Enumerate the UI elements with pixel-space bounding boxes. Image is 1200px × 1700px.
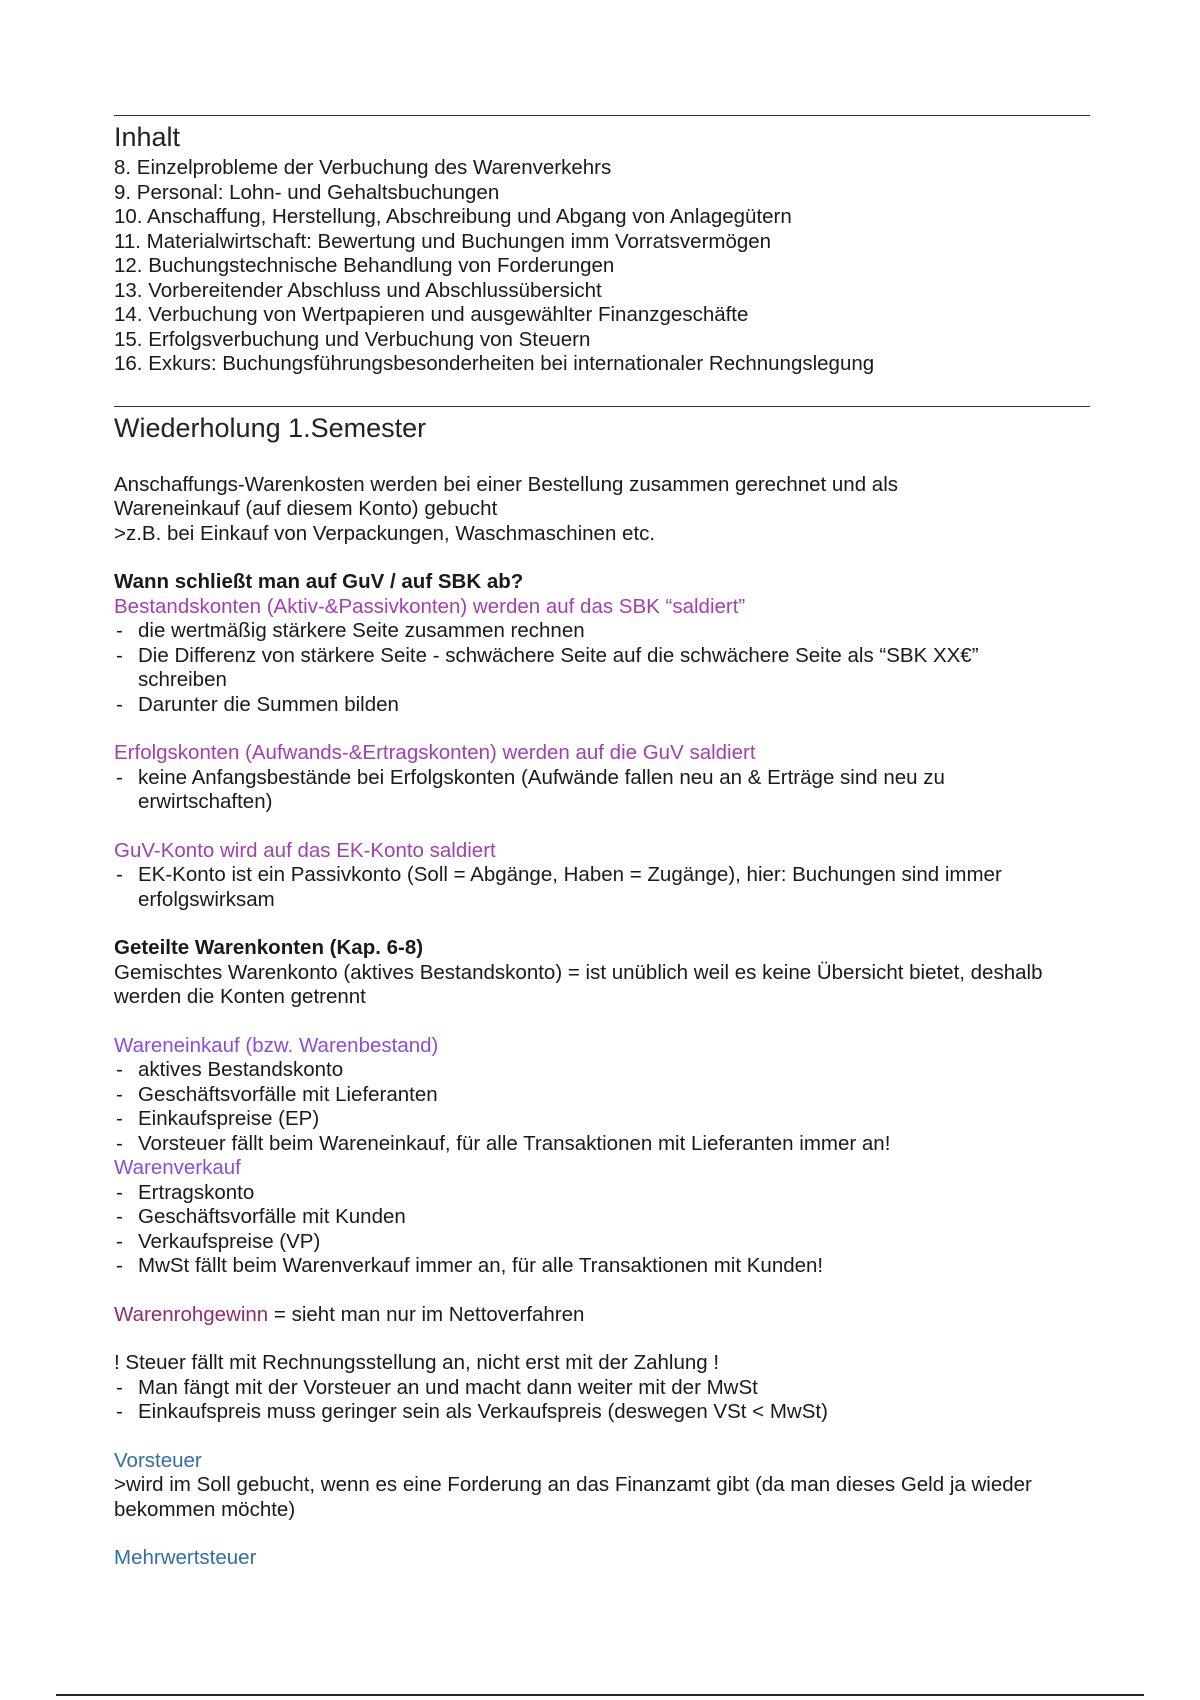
toc-item: 16. Exkurs: Buchungsführungsbesonderheiten bei internationaler Rechnungslegung <box>114 352 875 375</box>
rohgewinn-term: Warenrohgewinn <box>114 1302 269 1326</box>
mwst-heading: Mehrwertsteuer <box>114 1546 257 1569</box>
erfolg-heading: Erfolgskonten (Aufwands-&Ertragskonten) werden auf die GuV saldiert <box>114 741 756 764</box>
list-item: - MwSt fällt beim Warenverkauf immer an, für alle Transaktionen mit Kunden! <box>114 1254 1090 1279</box>
guv-list <box>114 863 1090 912</box>
list-item: - die wertmäßig stärkere Seite zusammen rechnen <box>114 619 1090 644</box>
toc-item: 9. Personal: Lohn- und Gehaltsbuchungen <box>114 180 500 204</box>
toc-item: 11. Materialwirtschaft: Bewertung und Buchungen imm Vorratsvermögen <box>114 229 772 253</box>
steuer-note: ! Steuer fällt mit Rechnungsstellung an, nicht erst mit der Zahlung ! <box>114 1351 720 1374</box>
list-item: - keine Anfangsbestände bei Erfolgskonten (Aufwände fallen neu an & Erträge sind neu zu erwirtschaften) <box>114 766 1090 815</box>
toc-list <box>114 156 1090 377</box>
toc-item: 14. Verbuchung von Wertpapieren und ausgewählter Finanzgeschäfte <box>114 303 749 326</box>
toc-item: 15. Erfolgsverbuchung und Verbuchung von Steuern <box>114 327 591 351</box>
toc-item: 13. Vorbereitender Abschluss und Abschlussübersicht <box>114 278 602 302</box>
einkauf-heading: Wareneinkauf (bzw. Warenbestand) <box>114 1033 439 1057</box>
verkauf-heading: Warenverkauf <box>114 1156 241 1179</box>
intro-line: Wareneinkauf (auf diesem Konto) gebucht <box>114 497 498 520</box>
verkauf-list <box>114 1181 1090 1279</box>
intro-line: Anschaffungs-Warenkosten werden bei einer Bestellung zusammen gerechnet und als <box>114 472 899 496</box>
waren-text: Gemischtes Warenkonto (aktives Bestandskonto) = ist unüblich weil es keine Übersicht bietet, deshalb werden die Konten getrennt <box>114 960 1043 1008</box>
vst-text: >wird im Soll gebucht, wenn es eine Forderung an das Finanzamt gibt (da man dieses Geld ja wieder bekommen möchte) <box>114 1473 1032 1521</box>
list-item: - Man fängt mit der Vorsteuer an und macht dann weiter mit der MwSt <box>114 1376 1090 1401</box>
intro-line: >z.B. bei Einkauf von Verpackungen, Waschmaschinen etc. <box>114 521 656 545</box>
vst-heading: Vorsteuer <box>114 1448 202 1472</box>
list-item: - Darunter die Summen bilden <box>114 693 1090 718</box>
divider-top <box>114 115 1090 116</box>
waren-title: Geteilte Warenkonten (Kap. 6-8) <box>114 936 424 959</box>
list-item: - EK-Konto ist ein Passivkonto (Soll = Abgänge, Haben = Zugänge), hier: Buchungen sind immer erfolgswirksam <box>114 863 1090 912</box>
rohgewinn-text: = sieht man nur im Nettoverfahren <box>268 1302 585 1326</box>
steuer-list <box>114 1376 1090 1425</box>
guv-sbk-title: Wann schließt man auf GuV / auf SBK ab? <box>114 570 524 593</box>
list-item: - Ertragskonto <box>114 1181 1090 1206</box>
list-item: - Geschäftsvorfälle mit Kunden <box>114 1205 1090 1230</box>
toc-item: 12. Buchungstechnische Behandlung von Forderungen <box>114 254 615 277</box>
list-item: - Einkaufspreise (EP) <box>114 1107 1090 1132</box>
list-item: - Einkaufspreis muss geringer sein als Verkaufspreis (deswegen VSt < MwSt) <box>114 1400 1090 1425</box>
einkauf-list <box>114 1058 1090 1156</box>
toc-heading: Inhalt <box>114 122 181 152</box>
list-item: - Geschäftsvorfälle mit Lieferanten <box>114 1083 1090 1108</box>
list-item: - Die Differenz von stärkere Seite - schwächere Seite auf die schwächere Seite als “SBK XX€” schreiben <box>114 644 1090 693</box>
bestand-heading: Bestandskonten (Aktiv-&Passivkonten) werden auf das SBK “saldiert” <box>114 594 746 618</box>
list-item: - Verkaufspreise (VP) <box>114 1230 1090 1255</box>
bestand-list <box>114 619 1090 717</box>
document-page <box>114 0 1090 1571</box>
guv-heading: GuV-Konto wird auf das EK-Konto saldiert <box>114 838 496 862</box>
page-bottom-divider <box>56 1694 1144 1696</box>
review-heading: Wiederholung 1.Semester <box>114 412 427 443</box>
rohgewinn-line <box>114 1303 1090 1328</box>
erfolg-list <box>114 766 1090 815</box>
toc-item: 8. Einzelprobleme der Verbuchung des Warenverkehrs <box>114 156 612 179</box>
intro-block <box>114 473 1090 547</box>
divider-review <box>114 406 1090 407</box>
list-item: - aktives Bestandskonto <box>114 1058 1090 1083</box>
toc-item: 10. Anschaffung, Herstellung, Abschreibung und Abgang von Anlagegütern <box>114 205 792 228</box>
list-item: - Vorsteuer fällt beim Wareneinkauf, für alle Transaktionen mit Lieferanten immer an! <box>114 1132 1090 1157</box>
